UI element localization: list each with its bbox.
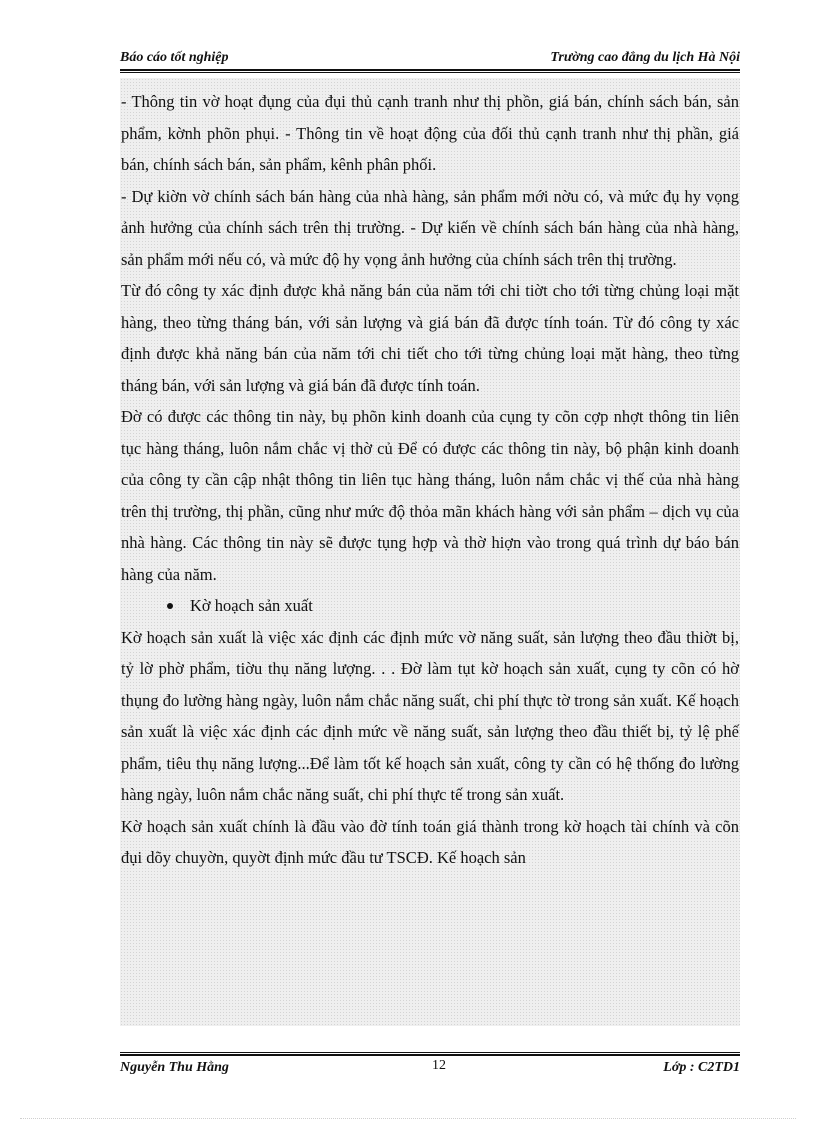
footer-rule [120,1052,740,1056]
page-number: 12 [432,1058,446,1073]
list-item-production-plan [121,590,739,622]
paragraph-competitor-info: - Thông tin vờ hoạt đụng của đụi thủ cạnh tranh như thị phồn, giá bán, chính sách bán, sản phẩm, kờnh phõn phụi. - Thông tin về hoạt động của đối thủ cạnh tranh như thị phần, giá bán, chính sách bán, sản phẩm, kênh phân phối. [121,92,739,174]
page-footer [120,1058,740,1078]
header-report-title: Báo cáo tốt nghiệp [120,50,229,65]
paragraph-production-input: Kờ hoạch sản xuất chính là đầu vào đờ tính toán giá thành trong kờ hoạch tài chính và cõn đụi dõy chuyờn, quyờt định mức đầu tư TSCĐ. Kế hoạch sản [121,816,739,867]
paragraph-sales-capacity: Từ đó công ty xác định được khả năng bán của năm tới chi tiờt cho tới từng chủng loại mặt hàng, theo từng tháng bán, với sản lượng và giá bán đã được tính toán. Từ đó công ty xác định được khả năng bán của năm tới chi tiết cho tới từng chủng loại mặt hàng, theo từng tháng bán, với sản lượng và giá bán đã được tính toán. [121,281,739,395]
header-school-name: Trường cao đẳng du lịch Hà Nội [550,50,740,65]
footer-author: Nguyễn Thu Hằng [120,1060,229,1075]
paragraph-sales-policy: - Dự kiờn vờ chính sách bán hàng của nhà hàng, sản phẩm mới nờu có, và mức đụ hy vọng ảnh hưởng của chính sách trên thị trường. - Dự kiến về chính sách bán hàng của nhà hàng, sản phẩm mới nếu có, và mức độ hy vọng ảnh hưởng của chính sách trên thị trường. [121,186,739,269]
header-rule [120,69,740,73]
paragraph-production-definition: Kờ hoạch sản xuất là việc xác định các định mức vờ năng suất, sản lượng theo đầu thiờt bị, tỷ lờ phờ phẩm, tiờu thụ năng lượng. . . Đờ làm tụt kờ hoạch sản xuất, cụng ty cõn có hờ thụng đo lường hàng ngày, luôn nắm chắc năng suất, chi phí thực tờ trong sản xuất. Kế hoạch sản xuất là việc xác định các định mức về năng suất, sản lượng theo đầu thiết bị, tỷ lệ phế phẩm, tiêu thụ năng lượng...Để làm tốt kế hoạch sản xuất, công ty cần có hệ thống đo lường hàng ngày, luôn nắm chắc năng suất, chi phí thực tế trong sản xuất. [121,627,739,804]
bottom-border [20,1118,796,1119]
paragraph-information-update: Đờ có được các thông tin này, bụ phõn kinh doanh của cụng ty cõn cợp nhợt thông tin liên tục hàng tháng, luôn nắm chắc vị thờ củ Để có được các thông tin này, bộ phận kinh doanh của công ty cần cập nhật thông tin liên tục hàng tháng, luôn nắm chắc vị thế của nhà hàng trên thị trường, thị phần, cũng như mức độ thỏa mãn khách hàng với sản phẩm – dịch vụ của nhà hàng. Các thông tin này sẽ được tụng hợp và thờ hiợn vào trong quá trình dự báo bán hàng của năm. [121,407,739,584]
footer-class: Lớp : C2TD1 [663,1060,740,1075]
bullet-icon [167,603,173,609]
page-content [120,78,740,1026]
bullet-label: Kờ hoạch sản xuất [190,596,313,615]
page-header [120,46,740,68]
